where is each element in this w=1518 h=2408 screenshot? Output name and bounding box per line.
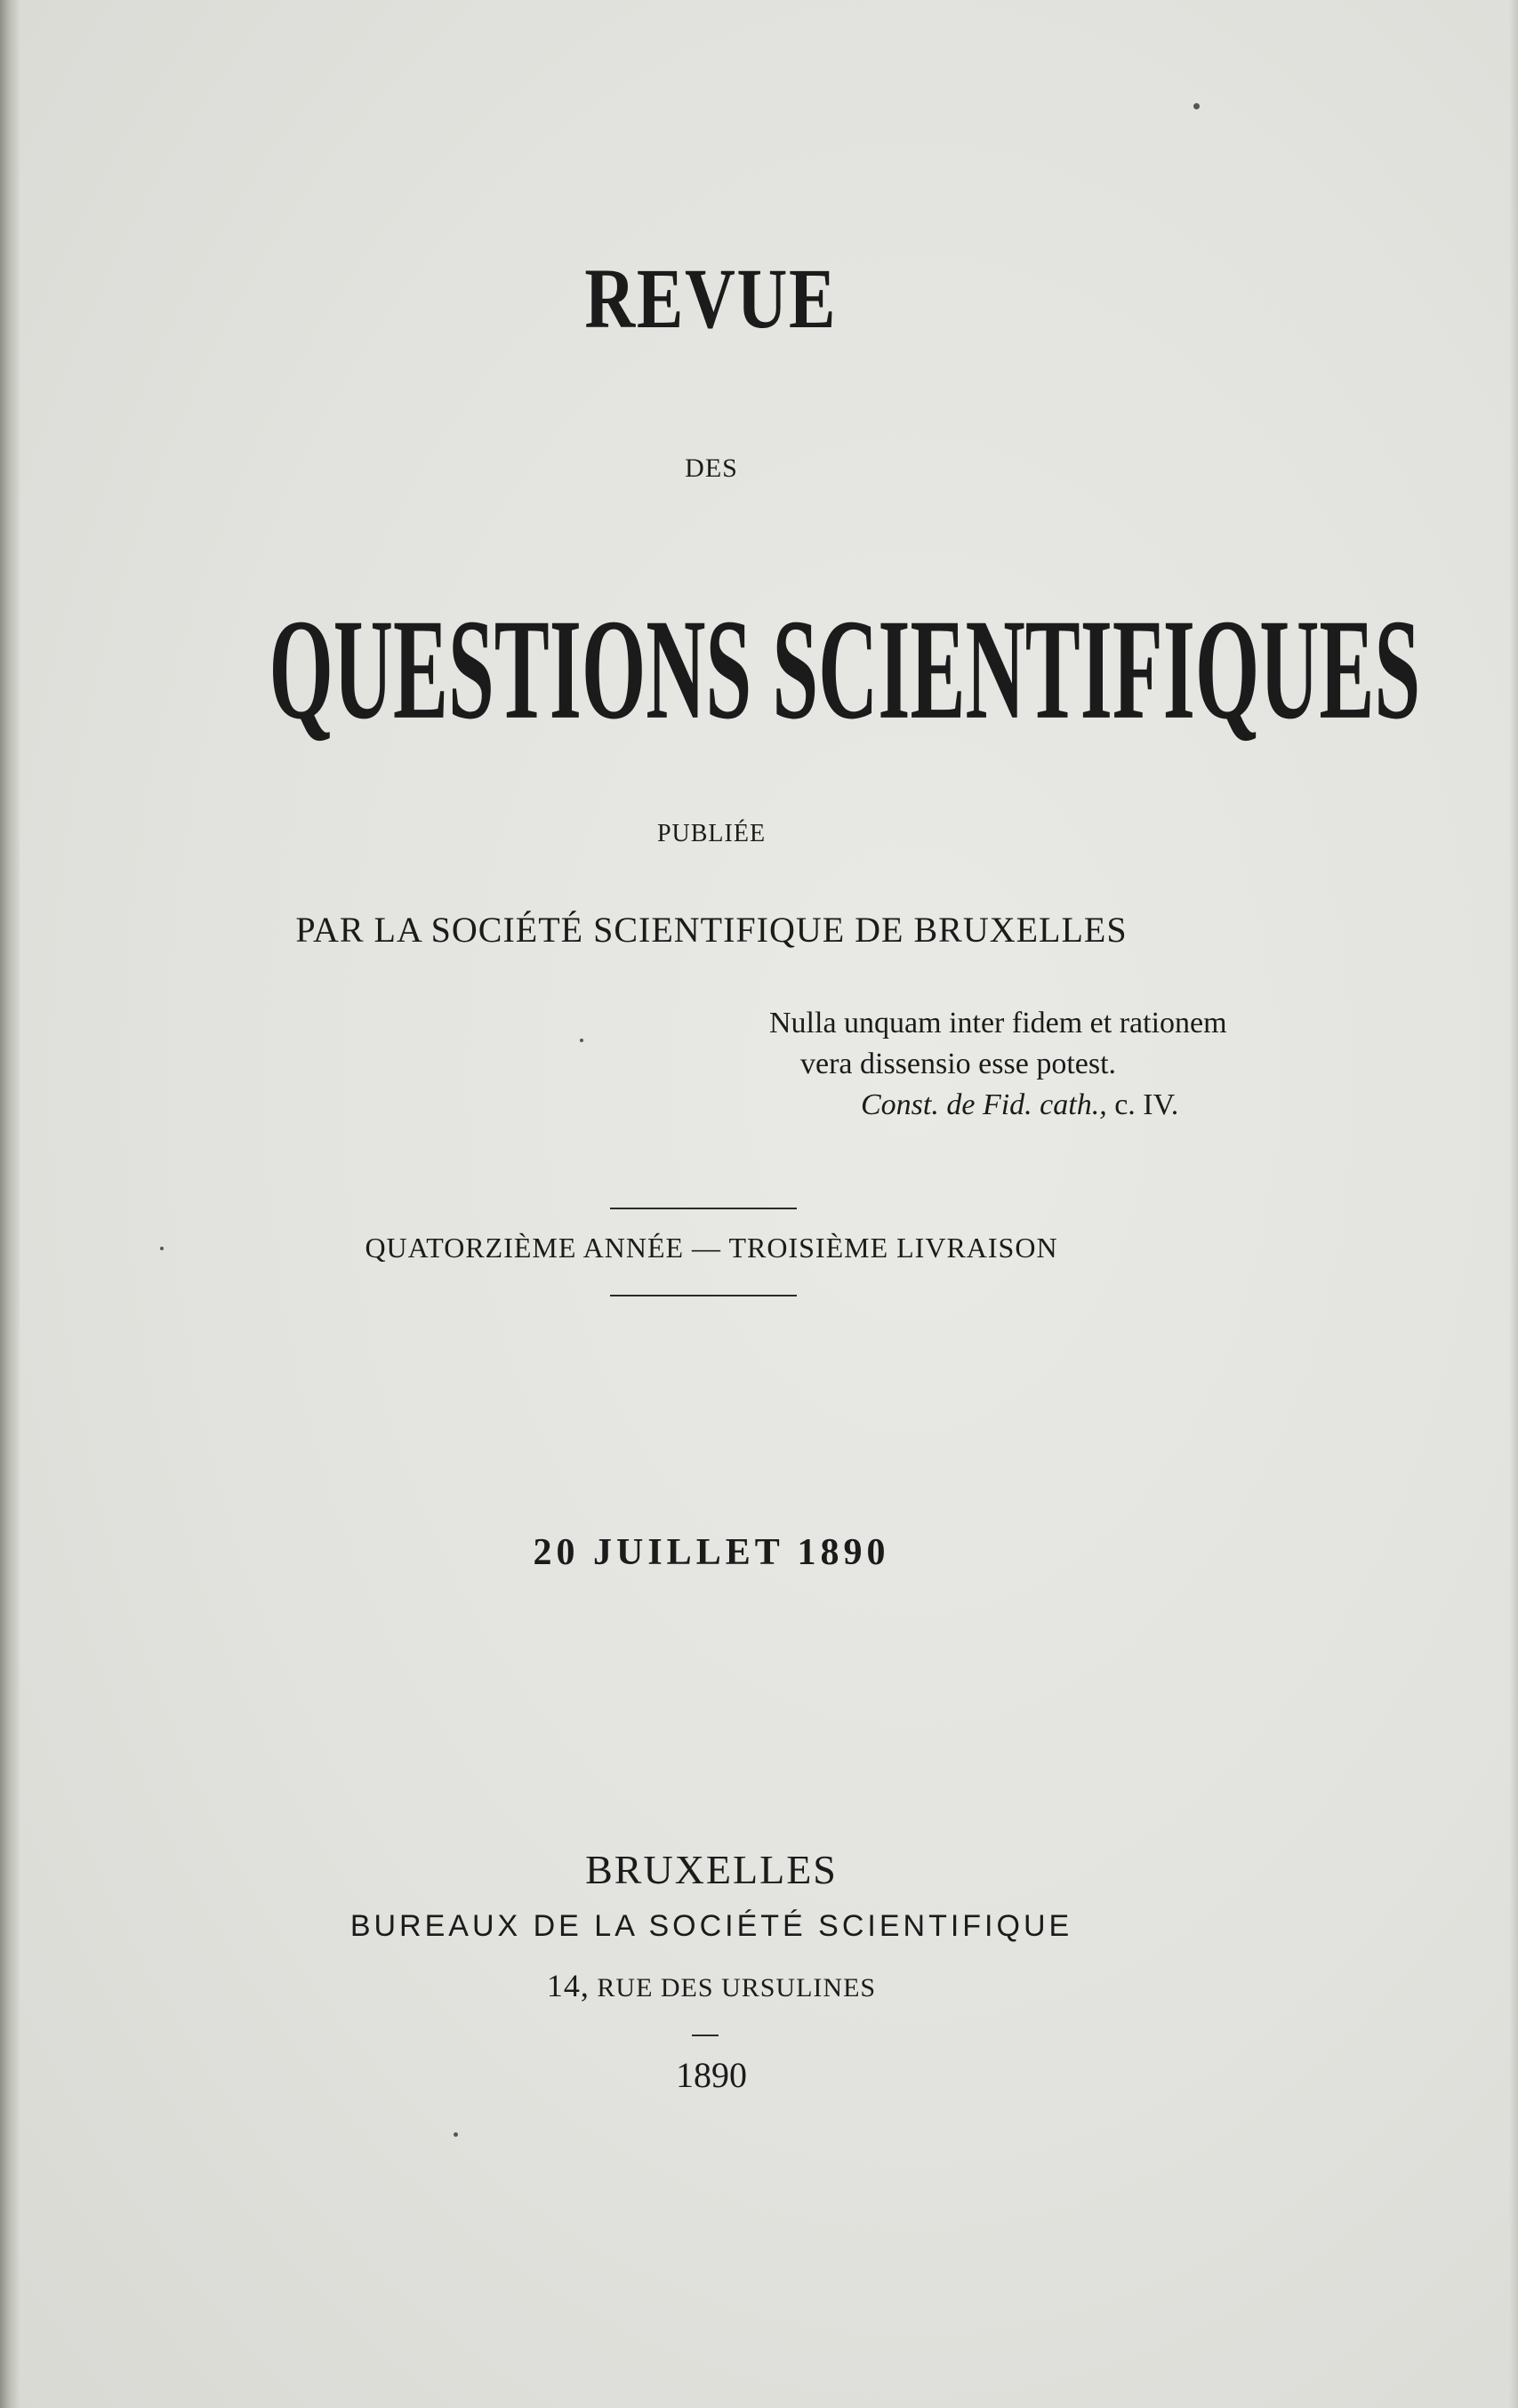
epigraph-source xyxy=(769,1085,1227,1126)
imprint-year: 1890 xyxy=(676,2055,747,2095)
paper-speck xyxy=(454,2132,458,2137)
imprint-address xyxy=(0,1967,1423,2004)
imprint-city: BRUXELLES xyxy=(585,1847,838,1892)
divider-top xyxy=(610,1208,797,1209)
publisher-name: PAR LA SOCIÉTÉ SCIENTIFIQUE DE BRUXELLES xyxy=(295,910,1128,950)
paper-speck xyxy=(580,1039,583,1042)
epigraph-source-chapter: c. IV. xyxy=(1114,1088,1179,1121)
issue-date: 20 JUILLET 1890 xyxy=(533,1532,890,1573)
epigraph-source-title: Const. de Fid. cath., xyxy=(861,1088,1107,1121)
divider-bottom xyxy=(610,1295,797,1296)
imprint-office: BUREAUX DE LA SOCIÉTÉ SCIENTIFIQUE xyxy=(349,1909,1073,1943)
published-label: PUBLIÉE xyxy=(656,820,767,847)
page-edge xyxy=(1509,0,1518,2408)
epigraph xyxy=(769,1003,1227,1126)
epigraph-line-2: vera dissensio esse potest. xyxy=(800,1047,1117,1080)
journal-title-revue: REVUE xyxy=(584,251,838,346)
imprint-street-number: 14, xyxy=(546,1968,590,2003)
imprint-street: RUE DES URSULINES xyxy=(597,1973,877,2003)
journal-title-main: QUESTIONS SCIENTIFIQUES xyxy=(269,590,1421,750)
spine-shadow xyxy=(0,0,20,2408)
divider-short xyxy=(692,2035,719,2036)
journal-title-des: DES xyxy=(685,454,738,483)
paper-speck xyxy=(1193,103,1200,109)
paper-speck xyxy=(160,1247,164,1250)
epigraph-line-1: Nulla unquam inter fidem et rationem xyxy=(769,1007,1227,1039)
edition-line: QUATORZIÈME ANNÉE — TROISIÈME LIVRAISON xyxy=(365,1232,1058,1264)
